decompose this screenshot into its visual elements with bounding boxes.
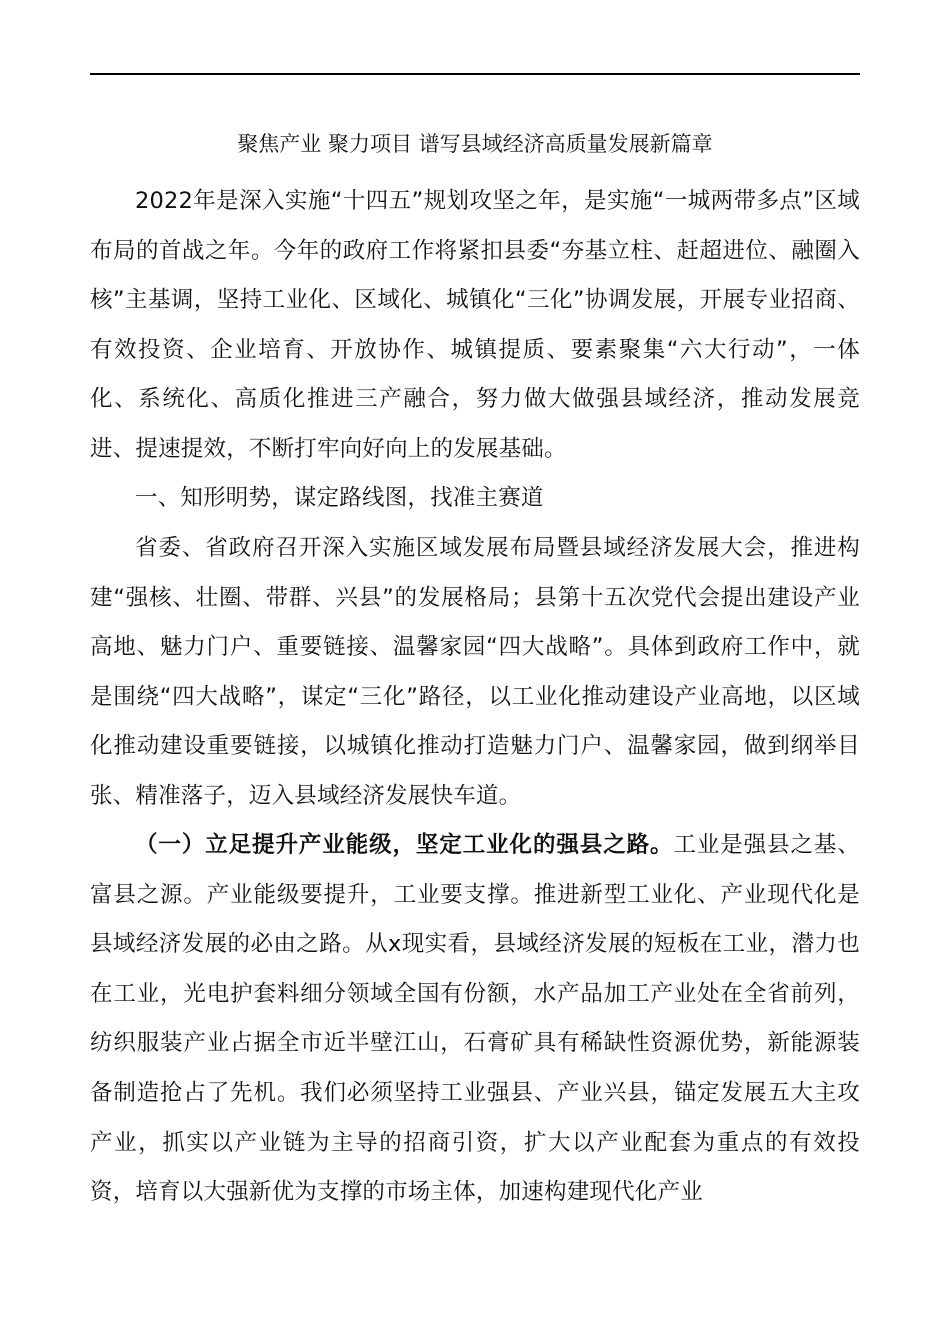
paragraph-intro: 2022年是深入实施“十四五”规划攻坚之年，是实施“一城两带多点”区域布局的首战之年。今年的政府工作将紧扣县委“夯基立柱、赶超进位、融圈入核”主基调，坚持工业化、区域化、城镇化“三化”协调发展，开展专业招商、有效投资、企业培育、开放协作、城镇提质、要素聚集“六大行动”，一体化、系统化、高质化推进三产融合，努力做大做强县域经济，推动发展竞进、提速提效，不断打牢向好向上的发展基础。 bbox=[90, 188, 860, 462]
paragraph-industry bbox=[90, 821, 860, 1218]
paragraph-industry-body: 工业是强县之基、富县之源。产业能级要提升，工业要支撑。推进新型工业化、产业现代化是县域经济发展的必由之路。从x现实看，县域经济发展的短板在工业，潜力也在工业，光电护套料细分领域全国有份额，水产品加工产业处在全省前列，纺织服装产业占据全市近半壁江山，石膏矿具有稀缺性资源优势，新能源装备制造抢占了先机。我们必须坚持工业强县、产业兴县，锚定发展五大主攻产业，抓实以产业链为主导的招商引资，扩大以产业配套为重点的有效投资，培育以大强新优为支撑的市场主体，加速构建现代化产业 bbox=[90, 832, 860, 1206]
paragraph-lead-heading: （一）立足提升产业能级，坚定工业化的强县之路。 bbox=[135, 832, 674, 858]
document-title: 聚焦产业 聚力项目 谱写县域经济高质量发展新篇章 bbox=[237, 132, 713, 156]
section-heading-1: 一、知形明势，谋定路线图，找准主赛道 bbox=[135, 485, 544, 511]
header-rule bbox=[90, 73, 860, 75]
paragraph-strategy: 省委、省政府召开深入实施区域发展布局暨县域经济发展大会，推进构建“强核、壮圈、带群、兴县”的发展格局；县第十五次党代会提出建设产业高地、魅力门户、重要链接、温馨家园“四大战略”。具体到政府工作中，就是围绕“四大战略”，谋定“三化”路径，以工业化推动建设产业高地，以区域化推动建设重要链接，以城镇化推动打造魅力门户、温馨家园，做到纲举目张、精准落子，迈入县域经济发展快车道。 bbox=[90, 535, 860, 809]
